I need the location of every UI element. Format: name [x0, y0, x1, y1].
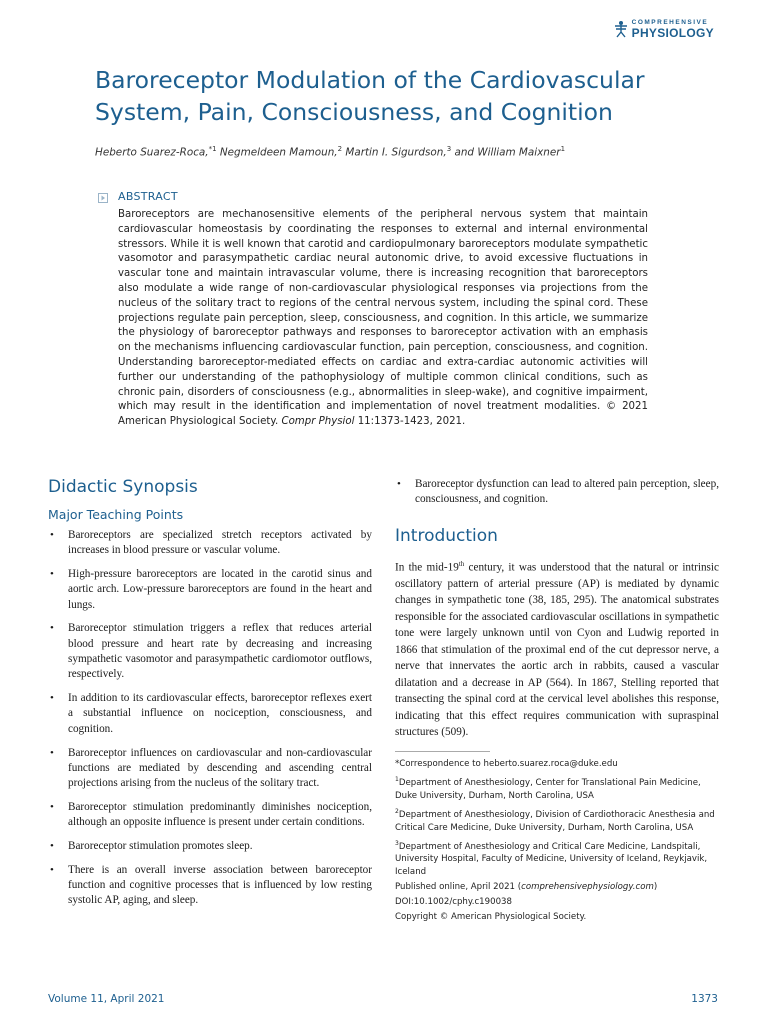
list-item: • Baroreceptors are specialized stretch receptors activated by increases in blood pressure or vascular volume. [48, 528, 372, 559]
author-name: Negmeldeen Mamoun, [219, 146, 338, 159]
list-item: • High-pressure baroreceptors are located in the carotid sinus and aortic arch. Low-pressure baroreceptors are found in the heart and lungs. [48, 567, 372, 613]
footnote-divider [395, 751, 490, 752]
published-site-link[interactable]: comprehensivephysiology.com [521, 882, 654, 893]
intro-superscript: th [458, 559, 465, 568]
affiliation-text: Department of Anesthesiology, Division of Cardiothoracic Anesthesia and Critical Care Medicine, Duke University, Durham, North Carolina, USA [395, 809, 715, 833]
affiliation-note [395, 837, 719, 880]
doi-note[interactable]: DOI:10.1002/cphy.c190038 [395, 897, 512, 908]
list-item: • Baroreceptor stimulation triggers a reflex that reduces arterial blood pressure and heart rate by decreasing and increasing sympathetic vasomotor and parasympathetic cardiomotor outflows, respectively. [48, 621, 372, 682]
list-item: • There is an overall inverse association between baroreceptor function and cognitive processes that is influenced by low resting systolic AP, aging, and sleep. [48, 863, 372, 909]
published-suffix: ) [653, 882, 658, 893]
author-affiliation-mark: 2 [337, 145, 343, 153]
list-item: • Baroreceptor influences on cardiovascular and non-cardiovascular functions are mediated by descending and ascending central projections arising from the nucleus of the solitary tract. [48, 746, 372, 792]
logo-top-text: COMPREHENSIVE [631, 19, 709, 26]
right-column [395, 477, 719, 926]
intro-text-rest: century, it was understood that the natural or intrinsic oscillatory pattern of arterial pressure (AP) is mediated by dynamic changes in sympathetic tone (38, 185, 295). The anatomical substrates responsible for the associated cardiovascular oscillations in sympathetic tone were largely unknown until von Cyon and Ludwig reported in 1866 that stimulation of the proximal end of the cut depressor nerve, a nerve that innervates the aortic arch in rabbits, caused a vascular dilatation and a decrease in AP (564). In 1867, Stelling reported that transecting the spinal cord at the cervical level abolishes this response, indicating that this effect requires communication with supraspinal structures (509). [395, 561, 719, 739]
author-name: Martin I. Sigurdson, [345, 146, 447, 159]
abstract-citation-journal: Compr Physiol [281, 416, 355, 428]
author-list [95, 145, 715, 158]
article-title: Baroreceptor Modulation of the Cardiovascular System, Pain, Consciousness, and Cognition [95, 66, 645, 126]
author-name: and William Maixner [454, 146, 561, 159]
affiliation-mark: 1 [395, 775, 399, 783]
footer-volume: Volume 11, April 2021 [48, 993, 165, 1005]
author-affiliation-mark: *1 [208, 145, 217, 153]
intro-text-start: In the mid-19 [395, 561, 459, 574]
journal-logo [614, 20, 714, 39]
abstract-citation-details: 11:1373-1423, 2021. [357, 416, 466, 428]
introduction-heading: Introduction [395, 525, 498, 546]
teaching-points-list-continued [395, 477, 719, 508]
author-affiliation-mark: 1 [560, 145, 566, 153]
published-prefix: Published online, April 2021 ( [395, 882, 522, 893]
correspondence-note: *Correspondence to heberto.suarez.roca@duke.edu [395, 758, 618, 769]
figure-icon [614, 20, 628, 38]
affiliation-mark: 2 [395, 807, 399, 815]
affiliation-note [395, 805, 719, 835]
play-arrow-icon [98, 193, 108, 203]
abstract-body: Baroreceptors are mechanosensitive elements of the peripheral nervous system that maintain cardiovascular homeostasis by coordinating the responses to external and internal environmental stressors. While it is well known that carotid and cardiopulmonary baroreceptors modulate sympathetic vasomotor and parasympathetic cardiac neural autonomic drive, to avoid excessive fluctuations in vascular tone and maintain intravascular volume, there is increasing recognition that baroreceptors also modulate a wide range of non-cardiovascular physiological responses via projections from the nucleus of the solitary tract to regions of the central nervous system, including the spinal cord. These projections regulate pain perception, sleep, consciousness, and cognition. In this article, we summarize the physiology of baroreceptor pathways and responses to baroreceptor activation with an emphasis on the mechanisms influencing cardiovascular function, pain perception, consciousness, and cognition. Understanding baroreceptor-mediated effects on cardiac and extra-cardiac autonomic activities will further our understanding of the pathophysiology of multiple common clinical conditions, such as chronic pain, disorders of consciousness (e.g., abnormalities in sleep-wake), and cognitive impairment, which may result in the identification and implementation of novel treatment modalities. © 2021 American Physiological Society. [118, 209, 648, 428]
list-item: • Baroreceptor dysfunction can lead to altered pain perception, sleep, consciousness, and cognition. [395, 477, 719, 508]
affiliation-text: Department of Anesthesiology and Critical Care Medicine, Landspitali, University Hospital, Faculty of Medicine, University of Iceland, Reykjavik, Iceland [395, 841, 708, 878]
author-name: Heberto Suarez-Roca, [95, 146, 209, 159]
teaching-points-heading: Major Teaching Points [48, 507, 184, 522]
footnotes [395, 758, 719, 925]
list-item: • Baroreceptor stimulation promotes sleep. [48, 839, 372, 854]
teaching-points-list [48, 528, 372, 909]
author-affiliation-mark: 3 [446, 145, 452, 153]
affiliation-mark: 3 [395, 839, 399, 847]
logo-bottom-text: PHYSIOLOGY [631, 25, 714, 40]
page-number: 1373 [691, 993, 718, 1005]
introduction-paragraph [395, 556, 719, 741]
list-item: • Baroreceptor stimulation predominantly diminishes nociception, although an opposite influence is present under certain conditions. [48, 800, 372, 831]
affiliation-text: Department of Anesthesiology, Center for Translational Pain Medicine, Duke University, Durham, North Carolina, USA [395, 777, 701, 801]
abstract-text [118, 208, 648, 430]
didactic-heading: Didactic Synopsis [48, 477, 198, 497]
abstract-label: ABSTRACT [118, 190, 178, 203]
list-item: • In addition to its cardiovascular effects, baroreceptor reflexes exert a substantial influence on nociception, consciousness, and cognition. [48, 691, 372, 737]
affiliation-note [395, 773, 719, 803]
copyright-note: Copyright © American Physiological Society. [395, 912, 587, 923]
published-note [395, 881, 719, 894]
left-column [48, 477, 372, 917]
